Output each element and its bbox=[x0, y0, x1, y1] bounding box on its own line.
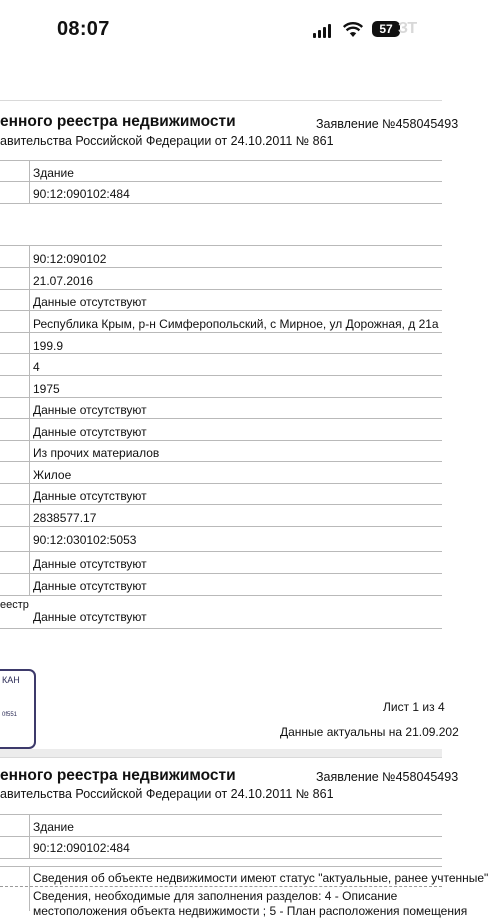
actual-date: Данные актуальны на 21.09.202 bbox=[280, 725, 459, 739]
cadastral-number: 90:12:090102:484 bbox=[33, 841, 130, 855]
sections-note: Сведения, необходимые для заполнения разделов: 4 - Описание bbox=[33, 889, 398, 903]
document-title: енного реестра недвижимости bbox=[0, 767, 236, 784]
document-title: енного реестра недвижимости bbox=[0, 113, 236, 130]
table-row: 4 bbox=[33, 360, 40, 374]
battery-icon: 57 bbox=[372, 21, 400, 37]
document-subtitle: авительства Российской Федерации от 24.10.2011 № 861 bbox=[0, 787, 334, 801]
document-page-1 bbox=[0, 100, 459, 750]
page-separator bbox=[0, 749, 442, 757]
application-number: Заявление №458045493 bbox=[316, 770, 459, 784]
table-row: Данные отсутствуют bbox=[33, 425, 147, 439]
table-row: 199.9 bbox=[33, 339, 64, 353]
sections-note-cont: местоположения объекта недвижимости ; 5 - План расположения помещения bbox=[33, 904, 468, 918]
table-row: Данные отсутствуют bbox=[33, 610, 147, 624]
table-row: Жилое bbox=[33, 468, 72, 482]
row-label: еестр bbox=[0, 599, 29, 611]
document-subtitle: авительства Российской Федерации от 24.10.2011 № 861 bbox=[0, 134, 334, 148]
table-row: 1975 bbox=[33, 382, 60, 396]
table-row: Данные отсутствуют bbox=[33, 403, 147, 417]
cadastral-number: 90:12:090102:484 bbox=[33, 187, 130, 201]
table-row: 90:12:030102:5053 bbox=[33, 533, 137, 547]
table-row: Данные отсутствуют bbox=[33, 295, 147, 309]
table-row: 21.07.2016 bbox=[33, 274, 94, 288]
table-row: 90:12:090102 bbox=[33, 252, 107, 266]
table-row: Данные отсутствуют bbox=[33, 557, 147, 571]
table-row: Данные отсутствуют bbox=[33, 579, 147, 593]
object-type: Здание bbox=[33, 820, 74, 834]
wifi-icon bbox=[343, 22, 363, 38]
document-page-2 bbox=[0, 757, 488, 918]
stamp-text: КАН bbox=[2, 675, 20, 685]
sheet-number: Лист 1 из 4 bbox=[383, 700, 445, 714]
table-row: Республика Крым, р-н Симферопольский, с Мирное, ул Дорожная, д 21а bbox=[33, 317, 439, 331]
cellular-signal-icon bbox=[313, 24, 333, 38]
battery-ghost: ЗТ bbox=[398, 20, 418, 37]
status-bar bbox=[0, 0, 442, 62]
clock: 08:07 bbox=[57, 18, 110, 40]
stamp-text: 0f551 bbox=[2, 712, 18, 718]
application-number: Заявление №458045493 bbox=[316, 117, 459, 131]
object-type: Здание bbox=[33, 166, 74, 180]
table-row: 2838577.17 bbox=[33, 511, 97, 525]
table-row: Из прочих материалов bbox=[33, 446, 160, 460]
status-note: Сведения об объекте недвижимости имеют статус "актуальные, ранее учтенные" bbox=[33, 871, 488, 885]
table-row: Данные отсутствуют bbox=[33, 489, 147, 503]
